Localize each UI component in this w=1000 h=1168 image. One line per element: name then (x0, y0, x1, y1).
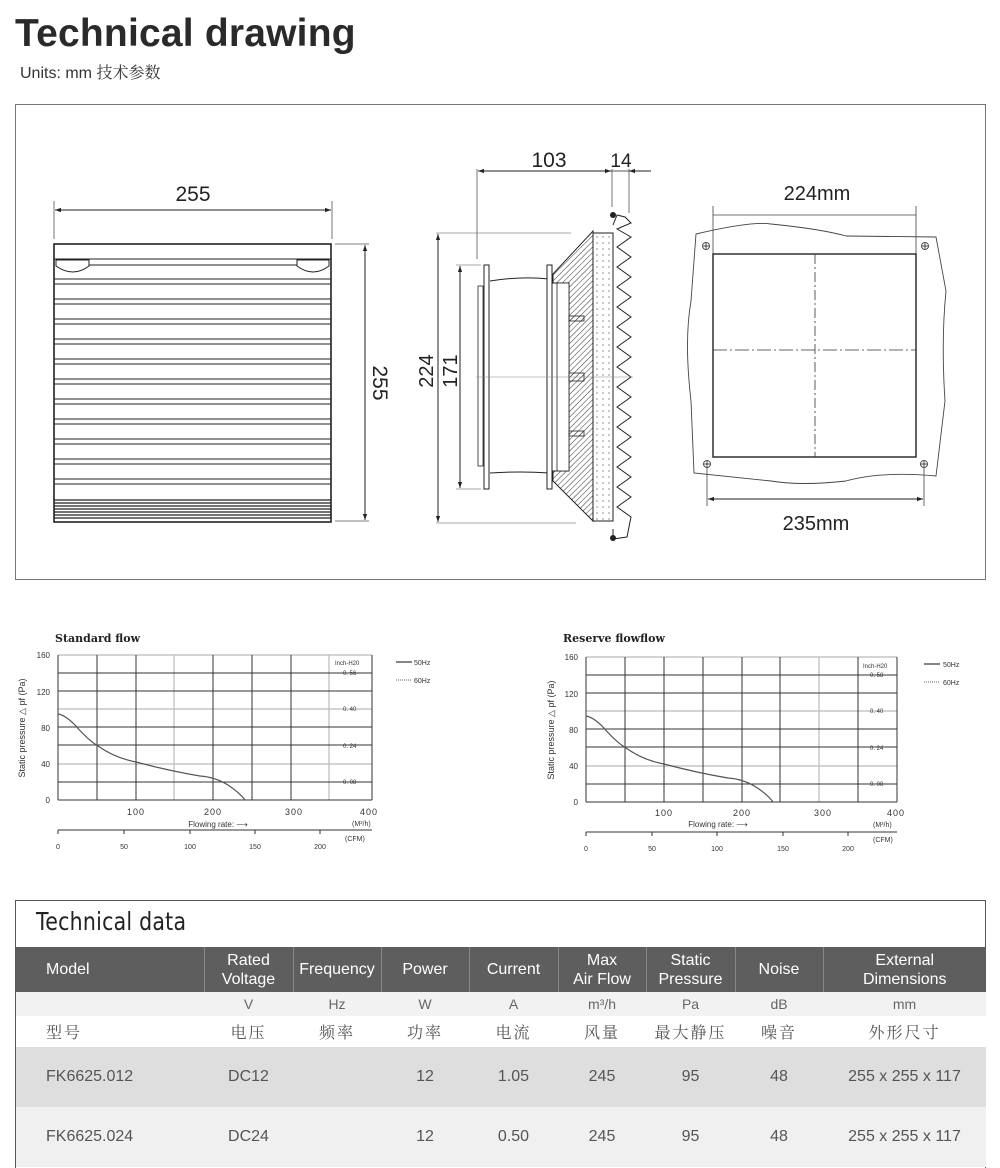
unit-cell: V (204, 992, 293, 1016)
cn-label-cell: 电压 (204, 1016, 293, 1047)
side-inner-height-label: 171 (440, 354, 462, 388)
svg-text:100: 100 (184, 844, 196, 851)
dimensions-cell: 255 x 255 x 117 (823, 1047, 986, 1107)
model-cell: FK6625.024 (16, 1107, 204, 1167)
side-outer-height-label: 224 (416, 354, 438, 388)
unit-cell: A (469, 992, 558, 1016)
cn-label-cell: 噪音 (735, 1016, 823, 1047)
technical-drawing (16, 105, 987, 581)
svg-text:0: 0 (573, 798, 578, 807)
col-header-noise: Noise (735, 947, 823, 992)
svg-text:100: 100 (711, 846, 723, 853)
svg-text:400: 400 (359, 807, 379, 817)
svg-text:(M³/h): (M³/h) (873, 822, 892, 829)
unit-cell: W (381, 992, 469, 1016)
table-row (16, 1107, 986, 1167)
airflow-cell: 245 (558, 1107, 646, 1167)
cutout-view (688, 183, 947, 535)
chart-reserve-flow-plot (530, 620, 1000, 860)
front-width-label: 255 (175, 183, 211, 206)
pressure-cell: 95 (646, 1047, 735, 1107)
voltage-cell: DC12 (204, 1047, 293, 1107)
svg-text:Static pressure △ pf (Pa): Static pressure △ pf (Pa) (546, 680, 556, 780)
svg-text:0. 08: 0. 08 (343, 780, 357, 786)
page-title: Technical drawing (15, 12, 356, 55)
svg-text:0: 0 (56, 844, 60, 851)
svg-text:100: 100 (126, 807, 146, 817)
cn-label-cell: 功率 (381, 1016, 469, 1047)
chart-title: Standard flow (55, 632, 141, 645)
svg-text:50: 50 (120, 844, 128, 851)
col-header-power: Power (381, 947, 469, 992)
unit-cell: Hz (293, 992, 381, 1016)
airflow-cell: 245 (558, 1047, 646, 1107)
svg-text:300: 300 (813, 808, 833, 818)
current-cell: 1.05 (469, 1047, 558, 1107)
svg-text:Flowing rate: ⟶: Flowing rate: ⟶ (688, 820, 748, 829)
col-header-current: Current (469, 947, 558, 992)
svg-text:0: 0 (584, 846, 588, 853)
svg-text:50: 50 (648, 846, 656, 853)
power-cell: 12 (381, 1107, 469, 1167)
svg-text:0. 24: 0. 24 (870, 746, 884, 752)
cn-label-cell: 外形尺寸 (823, 1016, 986, 1047)
svg-text:120: 120 (564, 690, 578, 699)
cn-label-cell: 频率 (293, 1016, 381, 1047)
cn-label-cell: 风量 (558, 1016, 646, 1047)
svg-text:(CFM): (CFM) (873, 837, 893, 844)
svg-text:Static pressure △ pf (Pa): Static pressure △ pf (Pa) (17, 678, 27, 778)
svg-text:(CFM): (CFM) (345, 836, 365, 843)
svg-text:160: 160 (564, 653, 578, 662)
svg-text:120: 120 (36, 688, 50, 697)
noise-cell: 48 (735, 1107, 823, 1167)
svg-text:60Hz: 60Hz (943, 680, 960, 687)
side-view (416, 149, 651, 541)
svg-text:300: 300 (284, 807, 304, 817)
chart-standard-flow (0, 620, 470, 860)
chart-reserve-flow (530, 620, 1000, 860)
svg-text:0. 40: 0. 40 (870, 709, 884, 715)
svg-text:200: 200 (842, 846, 854, 853)
svg-text:0. 24: 0. 24 (343, 744, 357, 750)
cn-label-cell: 电流 (469, 1016, 558, 1047)
svg-text:150: 150 (249, 844, 261, 851)
svg-text:0. 08: 0. 08 (870, 782, 884, 788)
svg-text:0: 0 (45, 796, 50, 805)
frequency-cell (293, 1047, 381, 1107)
svg-text:Inch-H20: Inch-H20 (335, 661, 360, 667)
svg-text:80: 80 (41, 724, 50, 733)
chinese-label-row (16, 1016, 986, 1047)
units-subtitle: Units: mm 技术参数 (20, 65, 161, 82)
cutout-width-label: 224mm (783, 183, 851, 205)
col-header-dimensions: External Dimensions (823, 947, 986, 992)
svg-text:100: 100 (654, 808, 674, 818)
svg-text:200: 200 (314, 844, 326, 851)
current-cell: 0.50 (469, 1107, 558, 1167)
side-depth-label: 103 (531, 149, 567, 172)
power-cell: 12 (381, 1047, 469, 1107)
svg-text:50Hz: 50Hz (414, 660, 431, 667)
svg-text:0. 58: 0. 58 (870, 673, 884, 679)
svg-text:(M³/h): (M³/h) (352, 821, 371, 828)
technical-data-panel (15, 900, 986, 1168)
svg-text:60Hz: 60Hz (414, 678, 431, 685)
svg-text:40: 40 (569, 762, 578, 771)
svg-text:Flowing rate: ⟶: Flowing rate: ⟶ (188, 820, 248, 829)
specifications-table (16, 947, 986, 1167)
svg-text:150: 150 (777, 846, 789, 853)
col-header-voltage: Rated Voltage (204, 947, 293, 992)
col-header-frequency: Frequency (293, 947, 381, 992)
front-height-label: 255 (368, 365, 391, 401)
technical-drawing-panel (15, 104, 986, 580)
pressure-cell: 95 (646, 1107, 735, 1167)
frequency-cell (293, 1107, 381, 1167)
chart-title: Reserve flowflow (563, 632, 665, 645)
svg-text:200: 200 (732, 808, 752, 818)
table-row (16, 1047, 986, 1107)
side-grille-label: 14 (610, 151, 632, 172)
chart-standard-flow-plot (0, 620, 470, 860)
unit-cell: dB (735, 992, 823, 1016)
cn-label-cell: 最大静压 (646, 1016, 735, 1047)
header-row (16, 947, 986, 992)
cn-label-cell: 型号 (16, 1016, 204, 1047)
voltage-cell: DC24 (204, 1107, 293, 1167)
unit-cell (16, 992, 204, 1016)
front-view (54, 183, 391, 522)
svg-text:0. 56: 0. 56 (343, 671, 357, 677)
dimensions-cell: 255 x 255 x 117 (823, 1107, 986, 1167)
svg-text:200: 200 (203, 807, 223, 817)
noise-cell: 48 (735, 1047, 823, 1107)
svg-text:160: 160 (36, 651, 50, 660)
technical-data-title: Technical data (36, 907, 187, 936)
svg-text:50Hz: 50Hz (943, 662, 960, 669)
unit-cell: mm (823, 992, 986, 1016)
svg-text:0. 40: 0. 40 (343, 707, 357, 713)
svg-text:80: 80 (569, 726, 578, 735)
model-cell: FK6625.012 (16, 1047, 204, 1107)
col-header-model: Model (16, 947, 204, 992)
svg-text:400: 400 (886, 808, 906, 818)
svg-text:40: 40 (41, 760, 50, 769)
col-header-pressure: Static Pressure (646, 947, 735, 992)
col-header-airflow: Max Air Flow (558, 947, 646, 992)
hole-spacing-label: 235mm (782, 513, 850, 535)
units-row (16, 992, 986, 1016)
unit-cell: Pa (646, 992, 735, 1016)
unit-cell: m³/h (558, 992, 646, 1016)
svg-text:Inch-H20: Inch-H20 (863, 664, 888, 670)
